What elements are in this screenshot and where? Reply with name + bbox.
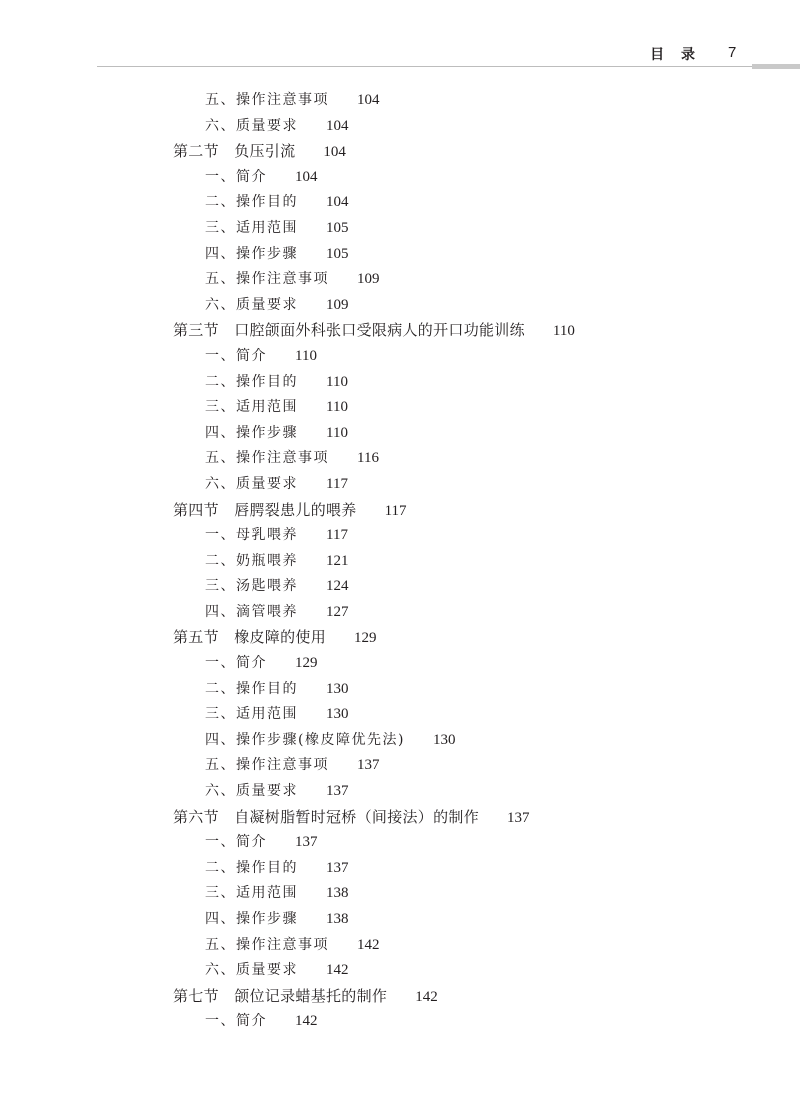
toc-entry-label: 一、简介 [205, 655, 267, 672]
toc-entry-label: 六、质量要求 [205, 783, 298, 800]
toc-entry-page: 127 [326, 603, 349, 620]
toc-item-entry [0, 446, 800, 472]
toc-entry-label: 三、适用范围 [205, 399, 298, 416]
toc-entry-page: 109 [357, 271, 380, 288]
toc-item-entry [0, 753, 800, 779]
toc-section-entry [0, 318, 800, 344]
toc-entry-label: 一、简介 [205, 1013, 267, 1030]
toc-item-entry [0, 933, 800, 959]
toc-item-entry [0, 88, 800, 114]
toc-entry-label: 五、操作注意事项 [205, 450, 329, 467]
toc-entry-label: 一、简介 [205, 347, 267, 364]
toc-entry-label: 一、简介 [205, 834, 267, 851]
toc-entry-page: 110 [326, 399, 348, 416]
toc-entry-page: 104 [326, 194, 349, 211]
toc-entry-page: 117 [326, 527, 348, 544]
toc-item-entry [0, 651, 800, 677]
header-rule [97, 66, 752, 67]
toc-entry-page: 117 [384, 502, 407, 519]
toc-entry-label: 六、质量要求 [205, 117, 298, 134]
toc-entry-label: 六、质量要求 [205, 475, 298, 492]
toc-item-entry [0, 370, 800, 396]
toc-entry-page: 124 [326, 578, 349, 595]
toc-entry-page: 109 [326, 296, 349, 313]
toc-entry-page: 137 [357, 757, 380, 774]
toc-item-entry [0, 702, 800, 728]
toc-entry-page: 129 [295, 655, 318, 672]
toc-entry-page: 130 [432, 731, 456, 748]
toc-entry-label: 第五节 橡皮障的使用 [173, 628, 327, 647]
toc-item-entry [0, 216, 800, 242]
toc-entry-label: 第四节 唇腭裂患儿的喂养 [173, 500, 357, 519]
toc-item-entry [0, 242, 800, 268]
toc-item-entry [0, 728, 800, 754]
toc-entry-page: 138 [326, 911, 349, 927]
toc-entry-page: 137 [507, 809, 530, 826]
toc-entry-label: 五、操作注意事项 [205, 271, 329, 288]
toc-item-entry [0, 472, 800, 498]
toc-entry-page: 104 [323, 144, 346, 161]
toc-entry-page: 104 [295, 168, 318, 185]
toc-entry-page: 138 [326, 885, 349, 902]
toc-entry-page: 117 [326, 475, 348, 492]
toc-entry-label: 四、操作步骤 [205, 424, 298, 441]
toc-entry-page: 137 [295, 834, 318, 851]
toc-entry-page: 130 [326, 680, 349, 697]
toc-entry-label: 三、适用范围 [205, 219, 298, 236]
toc-entry-page: 137 [326, 783, 349, 800]
toc-item-entry [0, 549, 800, 575]
toc-item-entry [0, 421, 800, 447]
table-of-contents [0, 88, 800, 1035]
toc-entry-label: 五、操作注意事项 [205, 936, 329, 953]
toc-entry-page: 110 [326, 424, 348, 441]
toc-entry-page: 105 [326, 219, 349, 236]
toc-item-entry [0, 958, 800, 984]
toc-entry-label: 四、滴管喂养 [205, 603, 298, 620]
toc-entry-label: 二、奶瓶喂养 [205, 552, 298, 569]
toc-entry-page: 142 [326, 962, 349, 979]
toc-entry-page: 129 [354, 630, 377, 647]
toc-entry-page: 142 [415, 988, 438, 1005]
toc-entry-page: 105 [326, 245, 349, 262]
toc-entry-page: 110 [326, 373, 348, 390]
toc-item-entry [0, 190, 800, 216]
toc-entry-page: 116 [357, 450, 379, 467]
toc-entry-label: 一、简介 [205, 168, 267, 185]
toc-item-entry [0, 395, 800, 421]
running-title: 目 录 [650, 47, 701, 63]
toc-item-entry [0, 267, 800, 293]
toc-entry-page: 110 [295, 347, 317, 364]
page-number: 7 [728, 44, 737, 61]
toc-section-entry [0, 805, 800, 831]
page-header [0, 0, 800, 70]
toc-item-entry [0, 907, 800, 933]
toc-entry-page: 137 [326, 859, 349, 876]
toc-item-entry [0, 881, 800, 907]
toc-entry-label: 第二节 负压引流 [173, 142, 296, 161]
toc-entry-label: 六、质量要求 [205, 296, 298, 313]
toc-item-entry [0, 856, 800, 882]
toc-entry-label: 四、操作步骤 [205, 245, 298, 262]
toc-entry-label: 四、操作步骤 [205, 911, 298, 927]
toc-entry-label: 四、操作步骤(橡皮障优先法) [205, 731, 405, 748]
toc-item-entry [0, 165, 800, 191]
header-accent-bar [752, 64, 800, 69]
toc-entry-label: 第三节 口腔颌面外科张口受限病人的开口功能训练 [173, 321, 525, 340]
toc-item-entry [0, 779, 800, 805]
toc-item-entry [0, 677, 800, 703]
toc-entry-page: 121 [326, 552, 349, 569]
toc-entry-label: 第六节 自凝树脂暂时冠桥（间接法）的制作 [173, 807, 480, 826]
toc-section-entry [0, 984, 800, 1010]
toc-item-entry [0, 574, 800, 600]
toc-entry-page: 110 [552, 323, 575, 340]
toc-item-entry [0, 114, 800, 140]
toc-entry-page: 130 [326, 706, 349, 723]
toc-entry-page: 104 [357, 92, 380, 108]
toc-entry-label: 二、操作目的 [205, 194, 298, 211]
toc-entry-page: 142 [357, 936, 380, 953]
toc-item-entry [0, 293, 800, 319]
toc-entry-label: 三、汤匙喂养 [205, 578, 298, 595]
toc-item-entry [0, 523, 800, 549]
toc-entry-label: 六、质量要求 [205, 962, 298, 979]
toc-entry-label: 五、操作注意事项 [205, 757, 329, 774]
toc-entry-label: 三、适用范围 [205, 706, 298, 723]
toc-section-entry [0, 498, 800, 524]
toc-entry-page: 142 [295, 1013, 318, 1030]
toc-entry-label: 二、操作目的 [205, 373, 298, 390]
toc-entry-label: 三、适用范围 [205, 885, 298, 902]
toc-section-entry [0, 625, 800, 651]
toc-item-entry [0, 600, 800, 626]
toc-entry-label: 二、操作目的 [205, 680, 298, 697]
toc-entry-page: 104 [326, 117, 349, 134]
toc-item-entry [0, 830, 800, 856]
toc-entry-label: 二、操作目的 [205, 859, 298, 876]
toc-section-entry [0, 139, 800, 165]
toc-entry-label: 第七节 颌位记录蜡基托的制作 [173, 986, 388, 1005]
toc-entry-label: 一、母乳喂养 [205, 527, 298, 544]
toc-item-entry [0, 344, 800, 370]
toc-item-entry [0, 1009, 800, 1035]
toc-entry-label: 五、操作注意事项 [205, 92, 329, 108]
